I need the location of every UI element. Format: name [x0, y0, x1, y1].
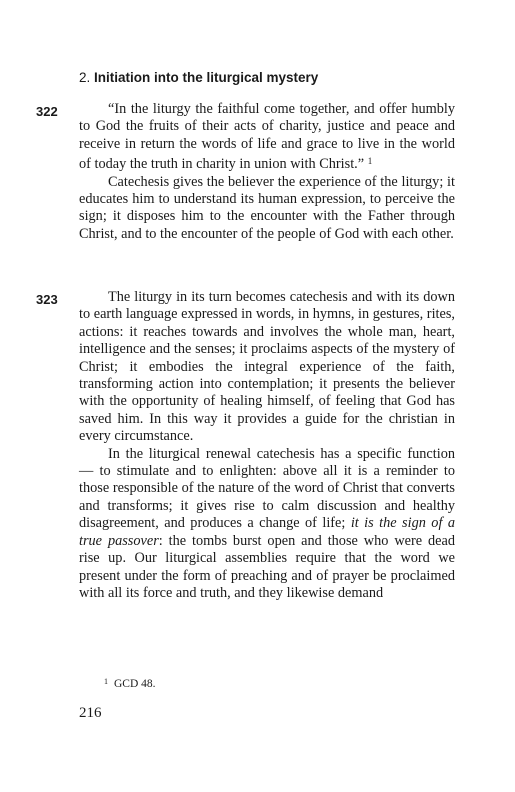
section-title: Initiation into the liturgical mystery	[94, 70, 319, 85]
paragraph-323	[79, 289, 455, 602]
footnote	[104, 677, 156, 690]
footnote-mark: 1	[104, 677, 108, 686]
paragraph-322-text-2: Catechesis gives the believer the experience of the liturgy; it educates him to understand its human expression, to perceive the sign; it disposes him to the encounter with the Father through Christ, and to the encounter of the people of God with each other.	[79, 173, 455, 242]
section-heading	[79, 70, 318, 85]
italic-phrase: it is the sign of a true passover	[79, 515, 456, 549]
page-number: 216	[79, 705, 102, 721]
paragraph-number-322: 322	[36, 104, 58, 119]
paragraph-322	[79, 101, 455, 243]
paragraph-322-text-1	[79, 101, 455, 174]
footnote-text: GCD 48.	[114, 678, 156, 690]
section-number: 2.	[79, 70, 91, 85]
paragraph-323-text-2-end: : the tombs burst open and those who were dead rise up. Our liturgical assemblies require that the word we present under the form of preaching and of prayer be proclaimed with all its force and truth, and they likewise demand	[79, 532, 455, 601]
footnote-reference: 1	[367, 156, 373, 167]
paragraph-number-323: 323	[36, 292, 58, 307]
quote-text: “In the liturgy the faithful come together, and offer humbly to God the fruits of their acts of charity, justice and peace and receive in return the words of life and grace to live in the world of today the truth in charity in union with Christ.”	[79, 101, 455, 173]
paragraph-323-text-1: The liturgy in its turn becomes catechesis and with its down to earth language expressed in words, in hymns, in gestures, rites, actions: it reaches towards and involves the whole man, heart, intelligence and the senses; it proclaims aspects of the mystery of Christ; it embodies the integral experience of the faith, transforming action into contemplation; it presents the believer with the opportunity of healing himself, of feeling that God has saved him. In this way it provides a guide for the christian in every circumstance.	[79, 289, 455, 445]
paragraph-323-text-2	[79, 446, 455, 603]
paragraph-323-text-2-start: In the liturgical renewal catechesis has a specific function — to stimulate and to enlighten: above all it is a reminder to those responsible of the nature of the word of Christ that converts and transforms; it gives rise to calm discussion and healthy disagreement, and produces a change of life;	[79, 445, 455, 532]
